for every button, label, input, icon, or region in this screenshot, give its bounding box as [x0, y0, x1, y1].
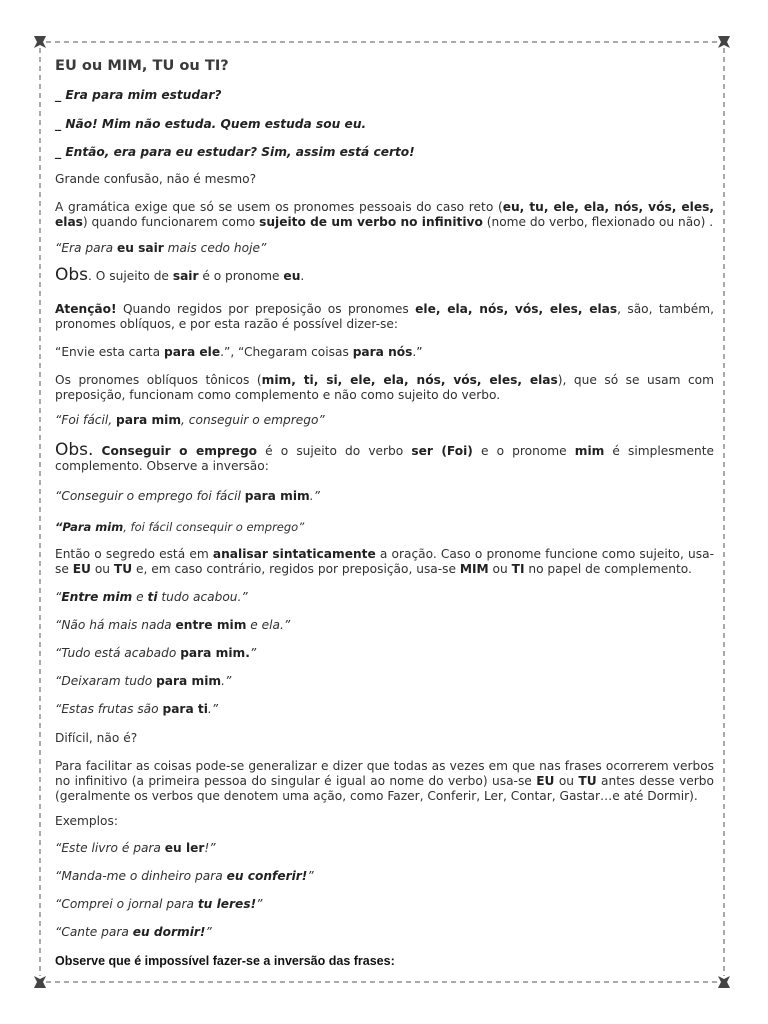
paragraph-atencao: Atenção! Quando regidos por preposição os pronomes ele, ela, nós, vós, eles, elas, são, também, pronomes oblíquos, e por esta razão é possível dizer-se:	[55, 302, 714, 331]
confusion-line: Grande confusão, não é mesmo?	[55, 172, 257, 186]
example-entre-mim-e-ti: “Entre mim e ti tudo acabou.”	[55, 590, 248, 604]
closing-instruction: Observe que é impossível fazer-se a inversão das frases:	[55, 954, 395, 968]
example-inversion: “Conseguir o emprego foi fácil para mim.”	[55, 489, 320, 503]
example-eu-conferir: “Manda-me o dinheiro para eu conferir!”	[55, 869, 314, 883]
example-tudo-acabado: “Tudo está acabado para mim.”	[55, 646, 257, 660]
example-eu-sair: “Era para eu sair mais cedo hoje”	[55, 241, 267, 255]
document-title: EU ou MIM, TU ou TI?	[55, 57, 229, 74]
example-entre-mim-e-ela: “Não há mais nada entre mim e ela.”	[55, 618, 291, 632]
dialog-line-3: _ Então, era para eu estudar? Sim, assim está certo!	[55, 145, 415, 159]
obs-sair: Obs. O sujeito de sair é o pronome eu.	[55, 265, 305, 285]
exemplos-heading: Exemplos:	[55, 814, 118, 828]
paragraph-facilitar: Para facilitar as coisas pode-se generalizar e dizer que todas as vezes em que nas frases ocorrerem verbos no infinitivo (a primeira pessoa do singular é igual ao nome do verbo) usa-se EU ou TU antes desse verbo (geralmente os verbos que denotem uma ação, como Fazer, Conferir, Ler, Contar, Gastar…e até Dormir).	[55, 759, 714, 803]
dificil-line: Difícil, não é?	[55, 731, 138, 745]
dialog-line-1: _ Era para mim estudar?	[55, 88, 222, 102]
example-foi-facil: “Foi fácil, para mim, conseguir o emprego”	[55, 413, 325, 427]
example-estas-frutas: “Estas frutas são para ti.”	[55, 702, 219, 716]
example-tu-leres: “Comprei o jornal para tu leres!”	[55, 897, 263, 911]
example-para-mim-first: “Para mim, foi fácil consequir o emprego”	[55, 520, 305, 534]
example-eu-dormir: “Cante para eu dormir!”	[55, 925, 212, 939]
example-para-ele: “Envie esta carta para ele.”, “Chegaram coisas para nós.”	[55, 345, 423, 359]
example-deixaram-tudo: “Deixaram tudo para mim.”	[55, 674, 232, 688]
example-eu-ler: “Este livro é para eu ler!”	[55, 841, 216, 855]
obs-conseguir: Obs. Conseguir o emprego é o sujeito do verbo ser (Foi) e o pronome mim é simplesmente complemento. Observe a inversão:	[55, 440, 714, 473]
paragraph-grammar-rule: A gramática exige que só se usem os pronomes pessoais do caso reto (eu, tu, ele, ela, nós, vós, eles, elas) quando funcionarem como sujeito de um verbo no infinitivo (nome do verbo, flexionado ou não) .	[55, 200, 715, 229]
dialog-line-2: _ Não! Mim não estuda. Quem estuda sou eu.	[55, 117, 367, 131]
paragraph-segredo: Então o segredo está em analisar sintaticamente a oração. Caso o pronome funcione como sujeito, usa-se EU ou TU e, em caso contrário, regidos por preposição, usa-se MIM ou TI no papel de complemento.	[55, 547, 714, 576]
paragraph-obliquos: Os pronomes oblíquos tônicos (mim, ti, si, ele, ela, nós, vós, eles, elas), que só se usam com preposição, funcionam como complemento e não como sujeito do verbo.	[55, 373, 714, 402]
